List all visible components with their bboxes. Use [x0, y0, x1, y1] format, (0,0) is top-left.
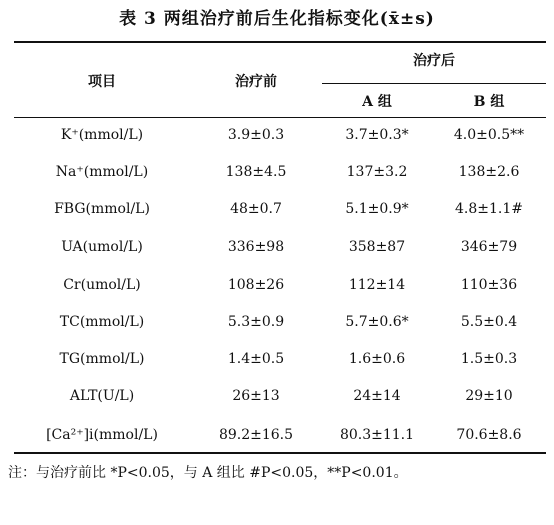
row-item: TG(mmol/L) — [59, 351, 145, 367]
row-group-a: 5.7±0.6* — [345, 314, 409, 330]
header-group-b: B 组 — [473, 94, 505, 110]
row-before: 26±13 — [232, 388, 280, 404]
after-subrule — [322, 83, 546, 84]
table-footnote: 注：与治疗前比 *P<0.05，与 A 组比 #P<0.05，**P<0.01。 — [8, 465, 408, 481]
row-before: 1.4±0.5 — [227, 351, 285, 367]
row-before: 336±98 — [227, 239, 285, 255]
row-group-a: 1.6±0.6 — [348, 351, 406, 367]
row-item: TC(mmol/L) — [59, 314, 145, 330]
row-item: [Ca²⁺]i(mmol/L) — [46, 427, 158, 443]
row-item: Cr(umol/L) — [63, 277, 141, 293]
row-group-b: 1.5±0.3 — [460, 351, 518, 367]
bottom-rule — [14, 452, 546, 454]
row-before: 108±26 — [227, 277, 285, 293]
row-item: UA(umol/L) — [61, 239, 143, 255]
top-rule — [14, 41, 546, 43]
row-before: 89.2±16.5 — [218, 427, 294, 443]
row-group-a: 80.3±11.1 — [339, 427, 415, 443]
row-group-b: 70.6±8.6 — [456, 427, 522, 443]
row-item: K⁺(mmol/L) — [60, 127, 144, 143]
header-rule — [14, 117, 546, 118]
row-before: 3.9±0.3 — [227, 127, 285, 143]
table-title: 表 3 两组治疗前后生化指标变化(x̄±s) — [119, 9, 435, 29]
row-group-a: 137±3.2 — [346, 164, 408, 180]
row-group-a: 358±87 — [348, 239, 406, 255]
header-after: 治疗后 — [413, 53, 455, 69]
row-before: 48±0.7 — [230, 201, 282, 217]
header-before: 治疗前 — [235, 74, 277, 90]
row-group-a: 5.1±0.9* — [345, 201, 409, 217]
row-item: Na⁺(mmol/L) — [55, 164, 149, 180]
row-group-a: 24±14 — [353, 388, 401, 404]
header-item: 项目 — [88, 74, 116, 90]
row-group-b: 5.5±0.4 — [460, 314, 518, 330]
row-item: FBG(mmol/L) — [54, 201, 150, 217]
row-group-b: 110±36 — [460, 277, 518, 293]
row-group-b: 4.8±1.1# — [455, 201, 523, 217]
row-group-a: 112±14 — [348, 277, 406, 293]
row-group-b: 29±10 — [465, 388, 513, 404]
row-group-b: 4.0±0.5** — [453, 127, 525, 143]
header-group-a: A 组 — [362, 94, 392, 110]
row-before: 138±4.5 — [225, 164, 287, 180]
row-before: 5.3±0.9 — [227, 314, 285, 330]
row-group-b: 138±2.6 — [458, 164, 520, 180]
row-group-a: 3.7±0.3* — [345, 127, 409, 143]
row-group-b: 346±79 — [460, 239, 518, 255]
row-item: ALT(U/L) — [69, 388, 135, 404]
